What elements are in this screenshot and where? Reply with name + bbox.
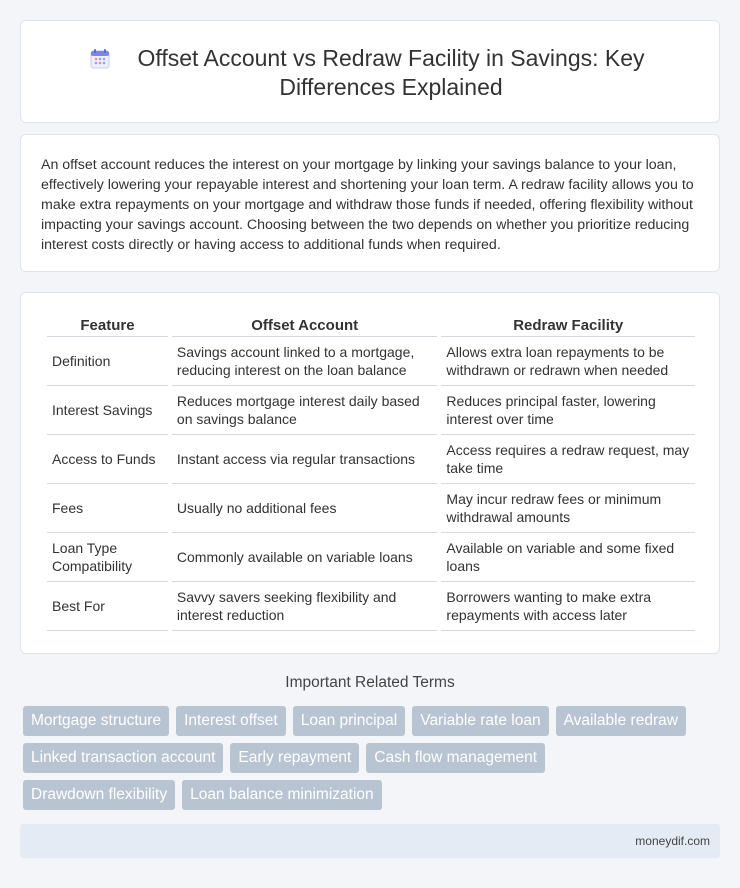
feature-cell: Fees	[47, 484, 168, 533]
footer-site-name[interactable]: moneydif.com	[635, 834, 710, 848]
offset-cell: Commonly available on variable loans	[172, 533, 438, 582]
table-header-row	[47, 315, 695, 337]
feature-cell: Access to Funds	[47, 435, 168, 484]
header-feature: Feature	[47, 315, 168, 337]
redraw-cell: Allows extra loan repayments to be withdrawn or redrawn when needed	[441, 337, 695, 386]
tag-early-repayment[interactable]: Early repayment	[230, 743, 359, 773]
tag-mortgage-structure[interactable]: Mortgage structure	[23, 706, 169, 736]
offset-cell: Instant access via regular transactions	[172, 435, 438, 484]
redraw-cell: Borrowers wanting to make extra repayments with access later	[441, 582, 695, 631]
intro-card	[20, 134, 720, 272]
tag-row	[23, 743, 723, 773]
tag-available-redraw[interactable]: Available redraw	[556, 706, 686, 736]
table-row	[47, 582, 695, 631]
tag-linked-transaction-account[interactable]: Linked transaction account	[23, 743, 223, 773]
tag-interest-offset[interactable]: Interest offset	[176, 706, 286, 736]
table-row	[47, 435, 695, 484]
footer-bar	[20, 824, 720, 858]
redraw-cell: Available on variable and some fixed loans	[441, 533, 695, 582]
offset-cell: Reduces mortgage interest daily based on savings balance	[172, 386, 438, 435]
feature-cell: Best For	[47, 582, 168, 631]
tag-drawdown-flexibility[interactable]: Drawdown flexibility	[23, 780, 175, 810]
comparison-table	[43, 315, 699, 631]
tag-loan-balance-minimization[interactable]: Loan balance minimization	[182, 780, 382, 810]
related-terms-heading: Important Related Terms	[285, 674, 455, 691]
redraw-cell: Reduces principal faster, lowering interest over time	[441, 386, 695, 435]
page-title: Offset Account vs Redraw Facility in Savings: Key Differences Explained	[137, 45, 645, 100]
table-row	[47, 337, 695, 386]
offset-cell: Savvy savers seeking flexibility and interest reduction	[172, 582, 438, 631]
header-offset-account: Offset Account	[172, 315, 438, 337]
title-card	[20, 20, 720, 123]
tag-variable-rate-loan[interactable]: Variable rate loan	[412, 706, 548, 736]
header-redraw-facility: Redraw Facility	[441, 315, 695, 337]
table-row	[47, 386, 695, 435]
tag-row	[23, 706, 723, 736]
redraw-cell: May incur redraw fees or minimum withdrawal amounts	[441, 484, 695, 533]
tag-cash-flow-management[interactable]: Cash flow management	[366, 743, 545, 773]
offset-cell: Savings account linked to a mortgage, reducing interest on the loan balance	[172, 337, 438, 386]
tag-row	[23, 780, 723, 810]
intro-paragraph: An offset account reduces the interest on your mortgage by linking your savings balance to your loan, effectively lowering your repayable interest and shortening your loan term. A redraw facility allows you to make extra repayments on your mortgage and withdraw those funds if needed, offering flexibility without impacting your savings account. Choosing between the two depends on whether you prioritize reducing interest costs directly or having access to additional funds when required.	[41, 157, 694, 253]
redraw-cell: Access requires a redraw request, may take time	[441, 435, 695, 484]
feature-cell: Definition	[47, 337, 168, 386]
feature-cell: Loan Type Compatibility	[47, 533, 168, 582]
feature-cell: Interest Savings	[47, 386, 168, 435]
offset-cell: Usually no additional fees	[172, 484, 438, 533]
table-row	[47, 533, 695, 582]
related-terms-tags	[23, 706, 723, 817]
tag-loan-principal[interactable]: Loan principal	[293, 706, 406, 736]
table-row	[47, 484, 695, 533]
comparison-table-card	[20, 292, 720, 654]
